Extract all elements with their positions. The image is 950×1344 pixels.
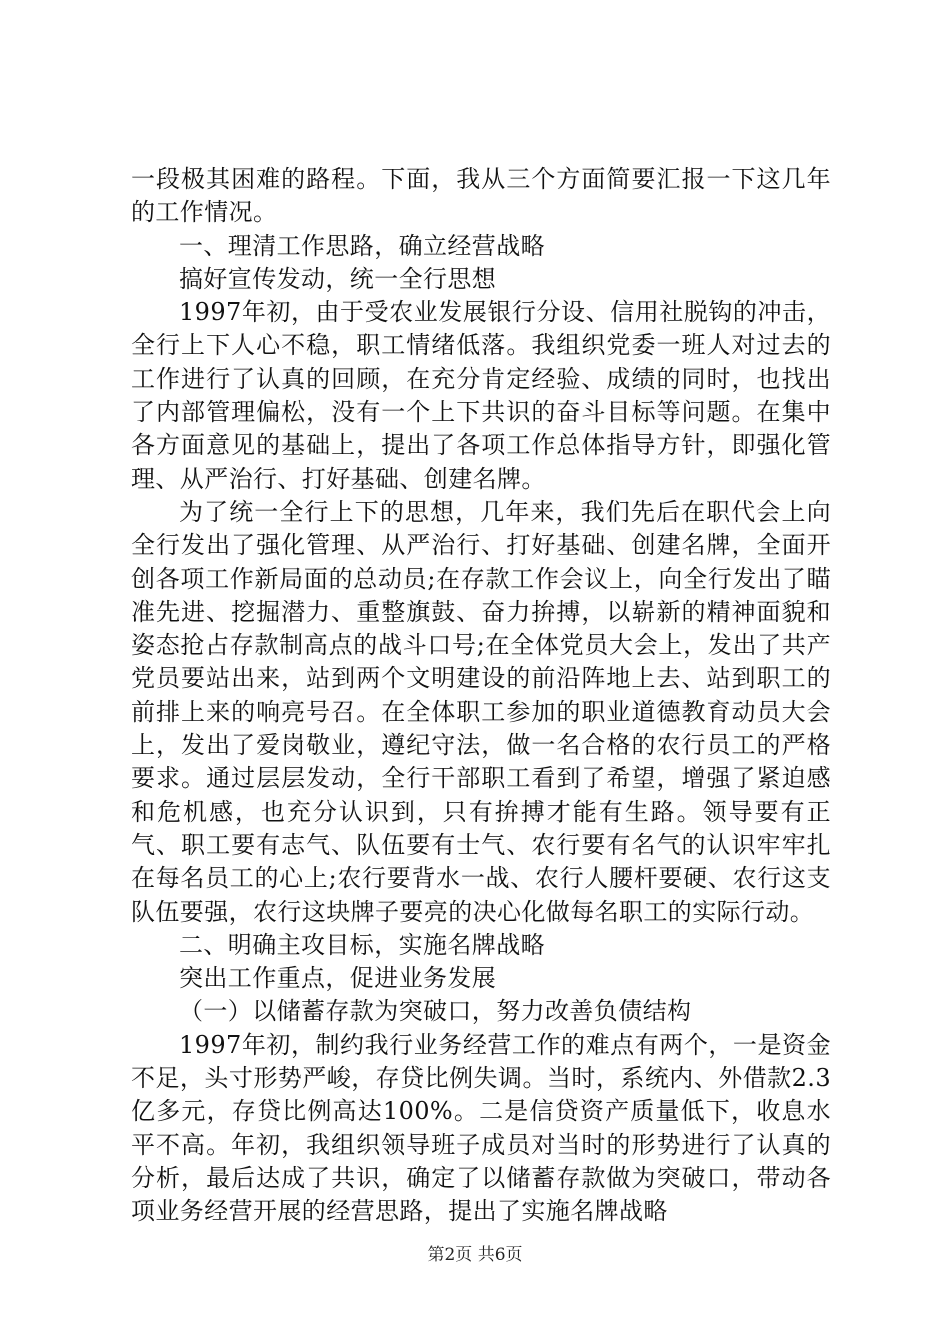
page-number: 第2页 共6页 [427, 1245, 523, 1265]
paragraph-savings-breakthrough: 1997年初，制约我行业务经营工作的难点有两个，一是资金不足，头寸形势严峻，存贷比例失调。当时，系统内、外借款2.3亿多元，存贷比例高达100%。二是信贷资产质量低下，收息水平不高。年初，我组织领导班子成员对当时的形势进行了认真的分析，最后达成了共识，确定了以储蓄存款做为突破口，带动各项业务经营开展的经营思路，提出了实施名牌战略 [131, 1030, 831, 1226]
subheading-1: 搞好宣传发动，统一全行思想 [179, 264, 497, 293]
paragraph-unify-thinking: 为了统一全行上下的思想，几年来，我们先后在职代会上向全行发出了强化管理、从严治行、打好基础、创建名牌，全面开创各项工作新局面的总动员;在存款工作会议上，向全行发出了瞄准先进、挖掘潜力、重整旗鼓、奋力拚搏，以崭新的精神面貌和姿态抢占存款制高点的战斗口号;在全体党员大会上，发出了共产党员要站出来，站到两个文明建设的前沿阵地上去、站到职工的前排上来的响亮号召。在全体职工参加的职业道德教育动员大会上，发出了爱岗敬业，遵纪守法，做一名合格的农行员工的严格要求。通过层层发动，全行干部职工看到了希望，增强了紧迫感和危机感，也充分认识到，只有拚搏才能有生路。领导要有正气、职工要有志气、队伍要有士气、农行要有名气的认识牢牢扎在每名员工的心上;农行要背水一战、农行人腰杆要硬、农行这支队伍要强，农行这块牌子要亮的决心化做每名职工的实际行动。 [131, 497, 831, 926]
subsection-heading-1: （一）以储蓄存款为突破口，努力改善负债结构 [179, 997, 692, 1026]
section-heading-2: 二、明确主攻目标，实施名牌战略 [179, 930, 545, 959]
section-heading-1: 一、理清工作思路，确立经营战略 [179, 231, 545, 260]
subheading-2: 突出工作重点，促进业务发展 [179, 964, 497, 993]
paragraph-continuation: 一段极其困难的路程。下面，我从三个方面简要汇报一下这几年的工作情况。 [131, 165, 831, 227]
page-footer [0, 1245, 950, 1265]
paragraph-1997-situation: 1997年初，由于受农业发展银行分设、信用社脱钩的冲击，全行上下人心不稳，职工情绪低落。我组织党委一班人对过去的工作进行了认真的回顾，在充分肯定经验、成绩的同时，也找出了内部管理偏松，没有一个上下共识的奋斗目标等问题。在集中各方面意见的基础上，提出了各项工作总体指导方针，即强化管理、从严治行、打好基础、创建名牌。 [131, 298, 831, 493]
document-body [131, 163, 831, 1229]
